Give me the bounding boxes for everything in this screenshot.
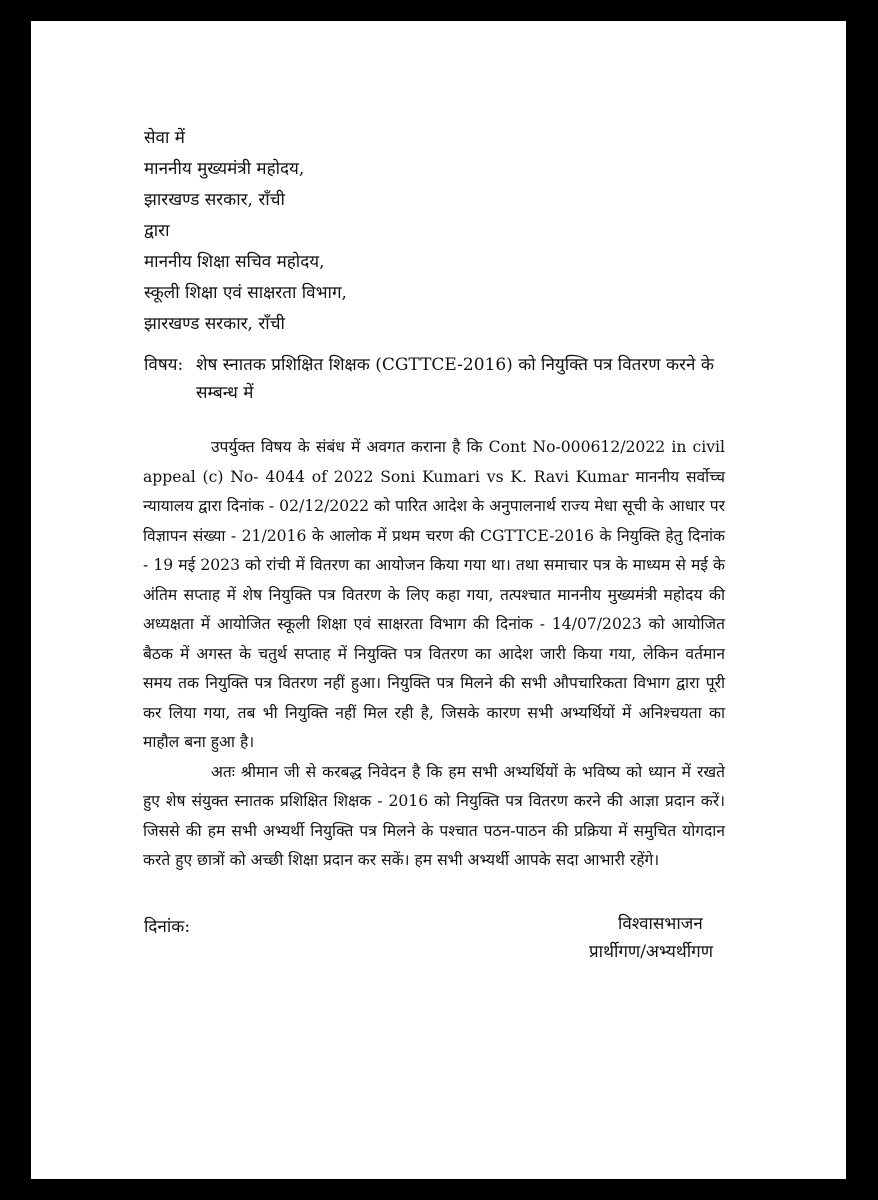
address-line: सेवा में xyxy=(144,128,185,148)
signature-line-1: विश्वासभाजन xyxy=(618,914,703,934)
address-line: माननीय मुख्यमंत्री महोदय, xyxy=(144,159,305,179)
address-line: झारखण्ड सरकार, राँची xyxy=(144,314,285,334)
address-line: झारखण्ड सरकार, राँची xyxy=(144,190,285,210)
address-line: द्वारा xyxy=(144,221,170,241)
date-label: दिनांक: xyxy=(144,917,191,937)
letter-page xyxy=(31,21,846,1179)
signature-line-2: प्रार्थीगण/अभ्यर्थीगण xyxy=(589,942,713,962)
subject-text: शेष स्नातक प्रशिक्षित शिक्षक (CGTTCE-2016) को नियुक्ति पत्र वितरण करने के सम्बन्ध में xyxy=(196,355,714,403)
address-block xyxy=(144,123,347,340)
body-paragraph-2: अतः श्रीमान जी से करबद्ध निवेदन है कि हम सभी अभ्यर्थियों के भविष्य को ध्यान में रखते हुए शेष संयुक्त स्नातक प्रशिक्षित शिक्षक - 2016 को नियुक्ति पत्र वितरण करने की आज्ञा प्रदान करें। जिससे की हम सभी अभ्यर्थी नियुक्ति पत्र मिलने के पश्चात पठन-पाठन की प्रक्रिया में समुचित योगदान करते हुए छात्रों को अच्छी शिक्षा प्रदान कर सकें। हम सभी अभ्यर्थी आपके सदा आभारी रहेंगे। xyxy=(143,762,725,869)
body-paragraph-1: उपर्युक्त विषय के संबंध में अवगत कराना है कि Cont No-000612/2022 in civil appeal (c) No- 4044 of 2022 Soni Kumari vs K. Ravi Kumar माननीय सर्वोच्च न्यायालय द्वारा दिनांक - 02/12/2022 को पारित आदेश के अनुपालनार्थ राज्य मेधा सूची के आधार पर विज्ञापन संख्या - 21/2016 के आलोक में प्रथम चरण की CGTTCE-2016 के नियुक्ति हेतु दिनांक - 19 मई 2023 को रांची में वितरण का आयोजन किया गया था। तथा समाचार पत्र के माध्यम से मई के अंतिम सप्ताह में शेष नियुक्ति पत्र वितरण के लिए कहा गया, तत्पश्चात माननीय मुख्यमंत्री महोदय की अध्यक्षता में आयोजित स्कूली शिक्षा एवं साक्षरता विभाग की दिनांक - 14/07/2023 को आयोजित बैठक में अगस्त के चतुर्थ सप्ताह में नियुक्ति पत्र वितरण का आदेश जारी किया गया, लेकिन वर्तमान समय तक नियुक्ति पत्र वितरण नहीं हुआ। नियुक्ति पत्र मिलने की सभी औपचारिकता विभाग द्वारा पूरी कर लिया गया, तब भी नियुक्ति नहीं मिल रही है, जिसके कारण सभी अभ्यर्थियों में अनिश्चयता का माहौल बना हुआ है। xyxy=(143,438,725,751)
subject-label: विषय: xyxy=(144,355,184,375)
address-line: माननीय शिक्षा सचिव महोदय, xyxy=(144,252,325,272)
address-line: स्कूली शिक्षा एवं साक्षरता विभाग, xyxy=(144,283,347,303)
letter-body xyxy=(143,433,725,876)
